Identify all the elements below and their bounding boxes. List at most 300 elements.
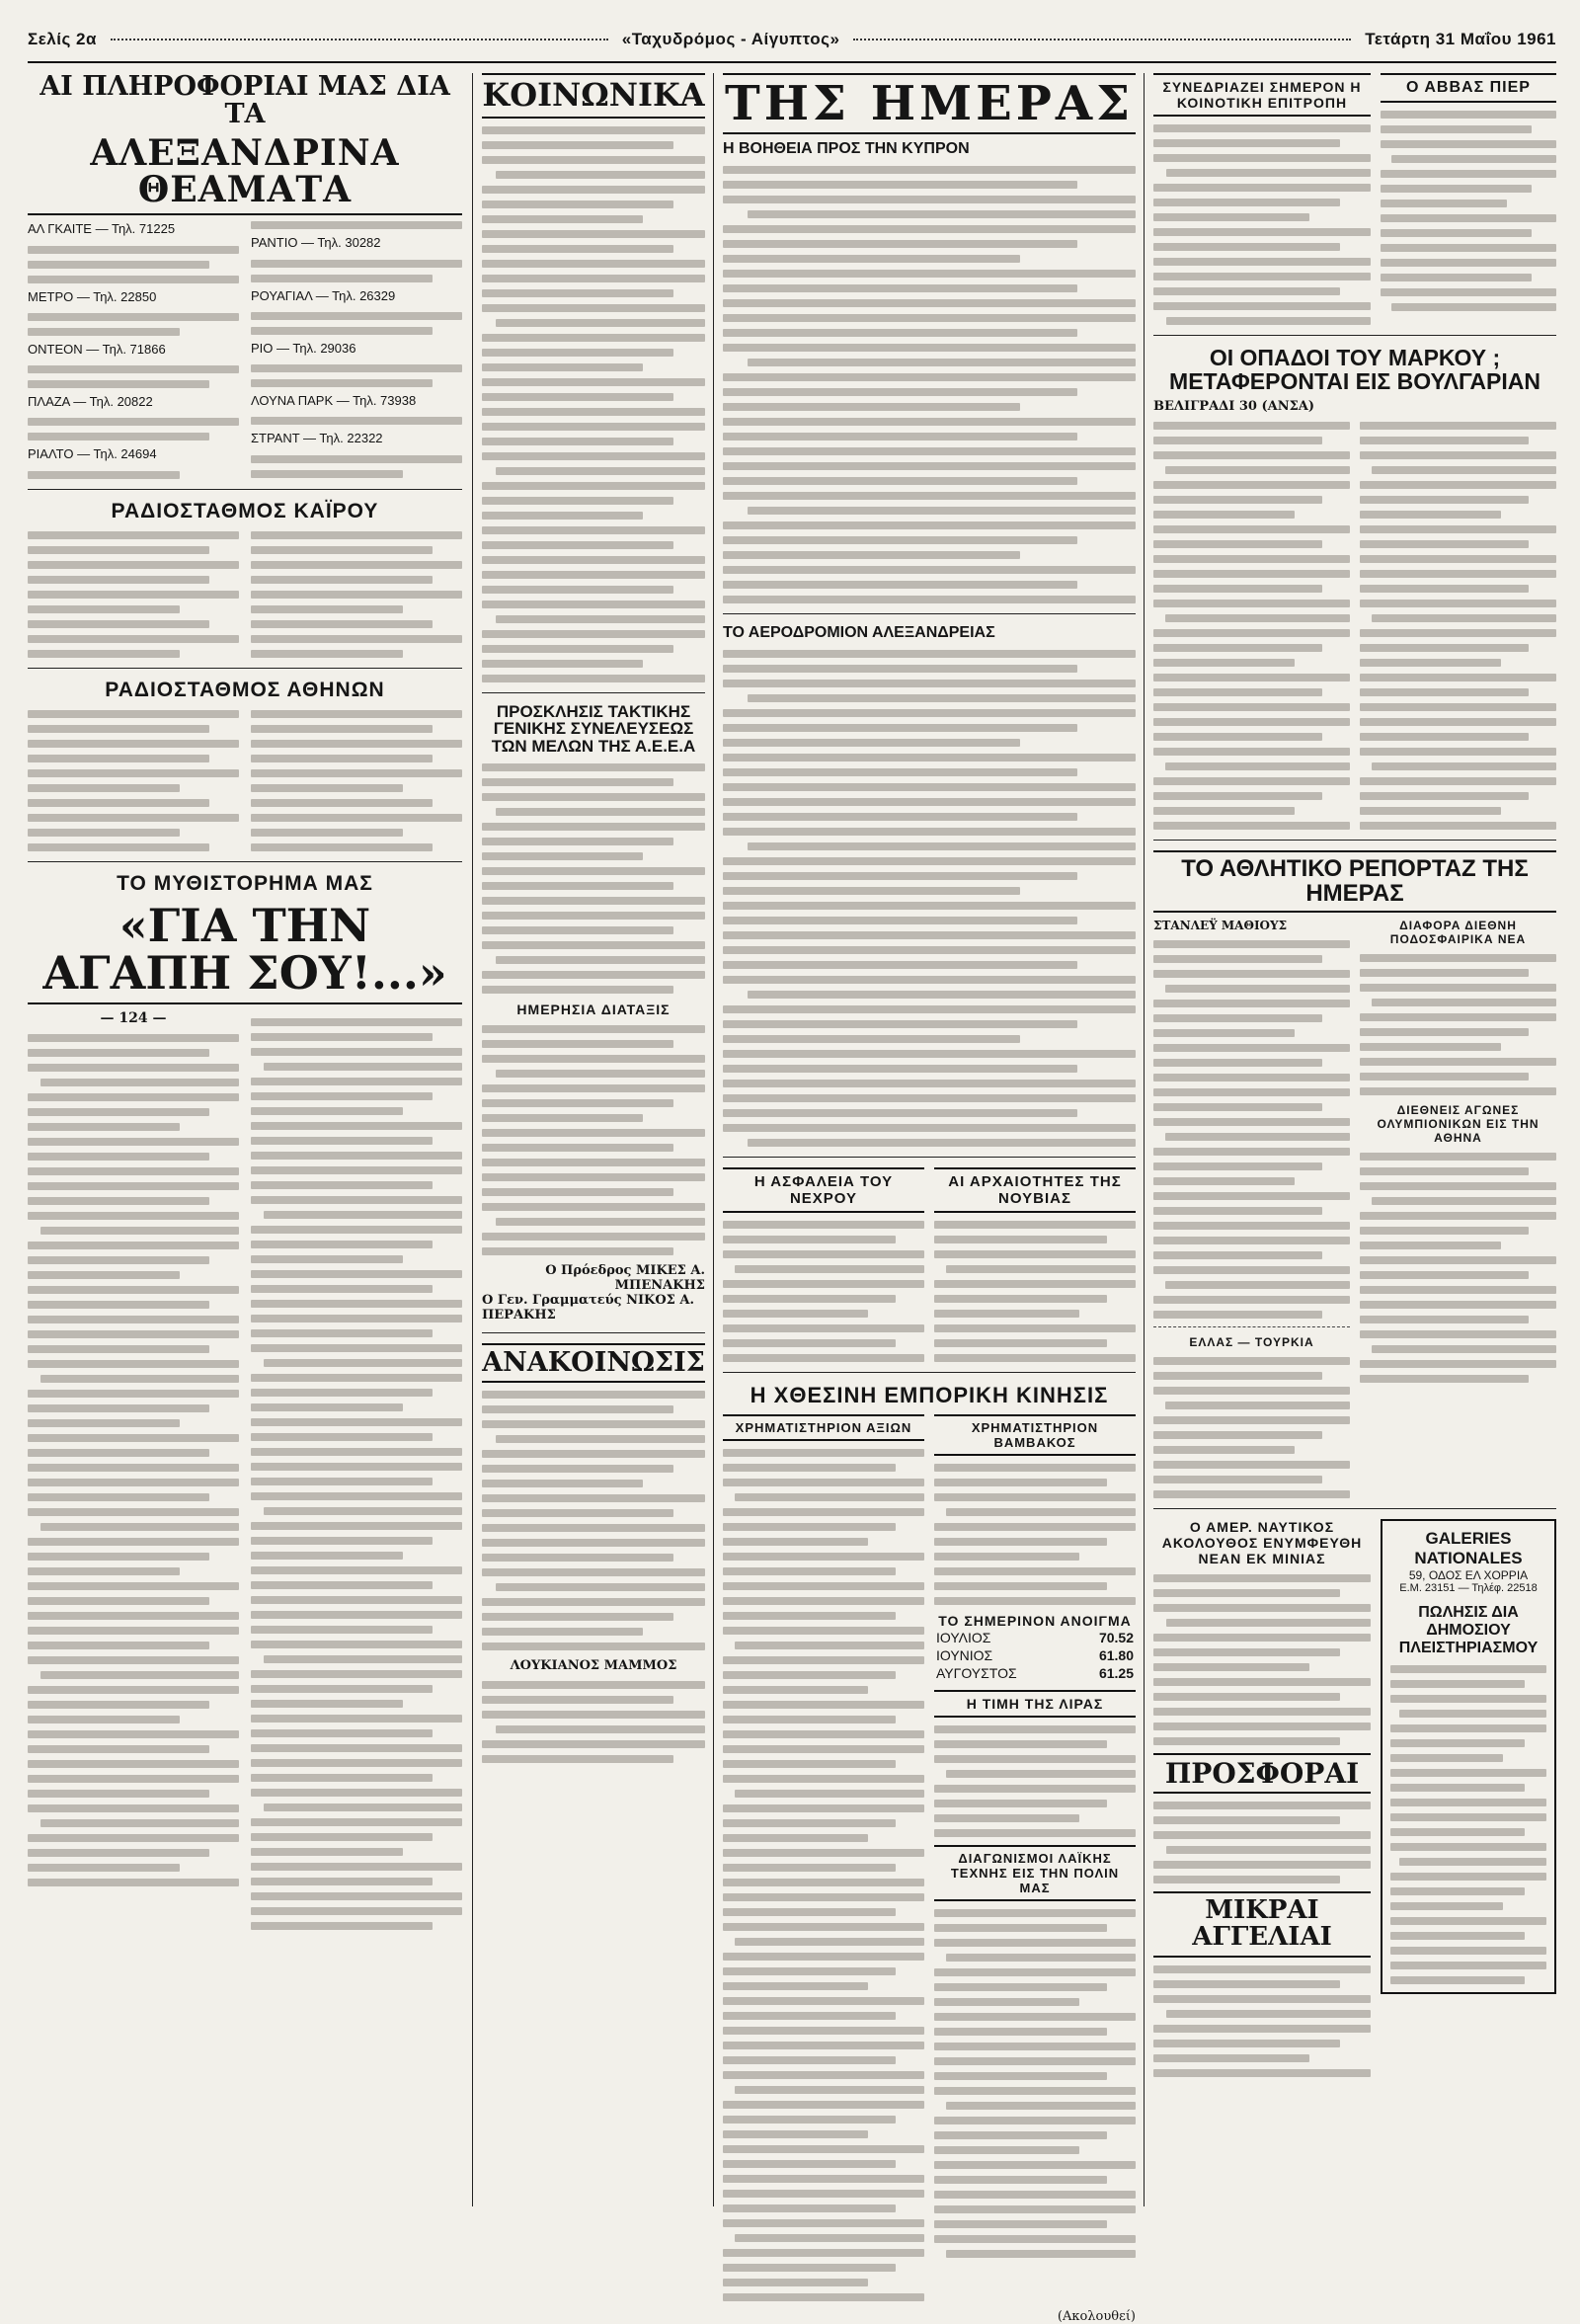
text-line (1153, 2025, 1371, 2033)
text-line (482, 1247, 673, 1255)
text-line (1360, 1073, 1529, 1081)
text-line (482, 941, 705, 949)
text-line (1360, 1212, 1556, 1220)
text-line (1360, 437, 1529, 444)
text-line (723, 196, 1136, 203)
text-line (723, 551, 1020, 559)
cinema-list-left (28, 221, 239, 478)
text-line (1372, 999, 1556, 1006)
text-line (1391, 155, 1556, 163)
text-line (723, 946, 1136, 954)
text-line (482, 1711, 705, 1719)
text-line (735, 1493, 924, 1501)
text-line (482, 1114, 643, 1122)
text-line (482, 986, 673, 994)
text-line (482, 186, 705, 194)
text-line (28, 1716, 180, 1723)
cinema-list-right (251, 221, 462, 478)
text-line (1360, 1182, 1556, 1190)
text-line (1360, 644, 1529, 652)
text-line (723, 166, 1136, 174)
text-line (934, 1280, 1136, 1288)
text-line (723, 255, 1020, 263)
secretary-signature: Ο Γεν. Γραμματεύς ΝΙΚΟΣ Α. ΠΕΡΑΚΗΣ (482, 1293, 694, 1323)
text-line (28, 1330, 239, 1338)
galeries-box (1381, 1519, 1556, 1994)
text-line (723, 2175, 924, 2183)
text-line (482, 541, 673, 549)
text-line (723, 1745, 924, 1753)
text-line (723, 1354, 924, 1362)
text-line (482, 126, 705, 134)
text-line (723, 1893, 924, 1901)
text-line (482, 778, 673, 786)
text-line (1360, 718, 1556, 726)
text-line (1390, 1784, 1525, 1792)
text-line (1390, 1828, 1525, 1836)
text-line (482, 1494, 705, 1502)
text-line (251, 1892, 462, 1900)
column-right (1153, 73, 1556, 2077)
text-line (1153, 302, 1371, 310)
cinema-entry: ΛΟΥΝΑ ΠΑΡΚ — Τηλ. 73938 (251, 393, 417, 409)
text-line (251, 1389, 433, 1397)
text-line (723, 1310, 868, 1318)
text-line (723, 1686, 868, 1694)
text-line (934, 1983, 1107, 1991)
page-number: Σελίς 2α (28, 30, 97, 48)
text-line (1360, 1043, 1501, 1051)
text-line (1153, 1634, 1371, 1642)
text-line (723, 1236, 896, 1243)
text-line (723, 2293, 924, 2301)
text-line (1391, 303, 1556, 311)
text-line (482, 423, 705, 431)
column-social (482, 73, 705, 1763)
text-line (28, 1879, 239, 1886)
text-line (1153, 718, 1350, 726)
text-line (934, 1250, 1136, 1258)
text-line (496, 808, 705, 816)
text-line (934, 2205, 1136, 2213)
text-line (251, 1878, 433, 1885)
text-line (1153, 1266, 1350, 1274)
text-line (482, 912, 705, 920)
text-line (1166, 169, 1371, 177)
text-line (251, 1433, 433, 1441)
text-line (482, 1524, 705, 1532)
novel-label: ΤΟ ΜΥΘΙΣΤΟΡΗΜΑ ΜΑΣ (117, 871, 373, 895)
text-line (1153, 2054, 1309, 2062)
text-line (28, 1508, 239, 1516)
text-line (1360, 969, 1529, 977)
text-line (251, 1537, 433, 1545)
text-line (482, 1055, 705, 1063)
sports-headline: ΤΟ ΑΘΛΗΤΙΚΟ ΡΕΠΟΡΤΑΖ ΤΗΣ ΗΜΕΡΑΣ (1153, 850, 1556, 912)
text-line (934, 2131, 1107, 2139)
text-line (28, 1108, 209, 1116)
text-line (735, 1790, 924, 1798)
text-line (723, 1005, 1136, 1013)
text-line (723, 1716, 896, 1723)
text-line (251, 1581, 433, 1589)
text-line (723, 1567, 896, 1575)
text-line (723, 1967, 896, 1975)
text-line (1381, 185, 1532, 193)
text-line (251, 1729, 433, 1737)
text-line (723, 462, 1136, 470)
text-line (723, 2116, 896, 2124)
text-line (28, 1316, 239, 1323)
theatres-headline-2: ΑΛΕΞΑΝΔΡΙΝΑ ΘΕΑΜΑΤΑ (28, 135, 462, 216)
text-line (482, 675, 705, 682)
text-line (723, 1479, 924, 1486)
text-line (1153, 1995, 1371, 2003)
nehru-security-box (723, 1167, 924, 1362)
text-line (482, 1084, 705, 1092)
issue-date: Τετάρτη 31 Μαΐου 1961 (1365, 30, 1557, 48)
column-rule (472, 73, 473, 2206)
text-line (735, 2086, 924, 2094)
text-line (723, 2042, 924, 2049)
text-line (264, 1507, 462, 1515)
text-line (1360, 1301, 1556, 1309)
column-rule (1144, 73, 1145, 2206)
text-line (1165, 1402, 1350, 1409)
text-line (482, 1628, 643, 1636)
text-line (723, 521, 1136, 529)
text-line (28, 1701, 209, 1709)
text-line (748, 991, 1136, 999)
text-line (482, 1203, 705, 1211)
text-line (723, 1582, 924, 1590)
text-line (723, 828, 1136, 836)
text-line (723, 2219, 924, 2227)
novel-title: «ΓΙΑ ΤΗΝ ΑΓΑΠΗ ΣΟΥ!...» (28, 902, 462, 1005)
text-line (251, 1315, 462, 1322)
text-line (1390, 1947, 1546, 1955)
text-line (1153, 1461, 1350, 1469)
text-line (1390, 1739, 1525, 1747)
text-line (496, 1583, 705, 1591)
community-committee-box (1153, 73, 1371, 325)
text-line (748, 507, 1136, 515)
text-line (1390, 1843, 1546, 1851)
text-line (1153, 600, 1350, 607)
text-line (723, 270, 1136, 278)
text-line (723, 1656, 924, 1664)
text-line (723, 1109, 1077, 1117)
text-line (934, 1295, 1107, 1303)
text-line (1360, 1013, 1556, 1021)
text-line (40, 1523, 239, 1531)
text-line (1153, 1177, 1295, 1185)
text-line (1360, 1271, 1529, 1279)
text-line (28, 1730, 239, 1738)
text-line (251, 1137, 433, 1145)
text-line (251, 1181, 433, 1189)
text-line (946, 1954, 1136, 1962)
text-line (482, 1129, 705, 1137)
text-line (1153, 1816, 1340, 1824)
table-row: ΙΟΥΝΙΟΣ 61.80 (936, 1647, 1134, 1664)
president-signature: Ο Πρόεδρος ΜΙΚΕΣ Α. ΜΠΕΝΑΚΗΣ (545, 1263, 705, 1294)
text-line (28, 1212, 239, 1220)
text-line (1165, 1133, 1350, 1141)
text-line (723, 783, 1136, 791)
text-line (482, 363, 643, 371)
text-line (28, 1286, 239, 1294)
text-line (1153, 481, 1350, 489)
text-line (1165, 614, 1350, 622)
cinema-entry: ΟΝΤΕΟΝ — Τηλ. 71866 (28, 341, 166, 357)
nubia-box (934, 1167, 1136, 1362)
text-line (251, 1522, 462, 1530)
text-line (1153, 1678, 1371, 1686)
text-line (1381, 229, 1532, 237)
text-line (1360, 1316, 1529, 1323)
text-line (28, 1745, 209, 1753)
text-line (1381, 140, 1556, 148)
text-line (934, 1814, 1079, 1822)
text-line (934, 1310, 1079, 1318)
novel-column-left (28, 1010, 239, 1930)
text-line (1153, 1861, 1371, 1869)
text-line (1153, 1357, 1350, 1365)
text-line (1360, 733, 1529, 741)
belgrade-dateline: ΒΕΛΙΓΡΑΔΙ 30 (ΑΝΣΑ) (1153, 399, 1315, 415)
text-line (934, 2117, 1136, 2124)
text-line (251, 1670, 462, 1678)
cinema-entry: ΡΑΝΤΙΟ — Τηλ. 30282 (251, 235, 381, 251)
text-line (723, 917, 1077, 924)
text-line (482, 1613, 673, 1621)
text-line (723, 403, 1020, 411)
text-line (723, 1280, 924, 1288)
text-line (723, 1080, 1136, 1087)
dotted-rule (111, 39, 608, 40)
text-line (1153, 258, 1371, 266)
text-line (723, 709, 1136, 717)
text-line (482, 1755, 673, 1763)
text-line (28, 1404, 209, 1412)
text-line (482, 838, 673, 845)
text-line (482, 275, 705, 282)
text-line (723, 680, 1136, 687)
text-line (251, 1552, 403, 1560)
text-line (723, 1908, 896, 1916)
text-line (482, 1598, 705, 1606)
text-line (1153, 555, 1350, 563)
text-line (723, 1508, 924, 1516)
text-line (496, 171, 705, 179)
text-line (482, 1465, 673, 1473)
text-line (934, 1939, 1136, 1947)
text-line (1153, 1237, 1350, 1244)
cotton-exchange (934, 1414, 1136, 2301)
text-line (1390, 1724, 1546, 1732)
text-line (1153, 287, 1340, 295)
text-line (1381, 274, 1532, 281)
text-line (28, 1686, 239, 1694)
text-line (1372, 762, 1556, 770)
radio-athens-schedule (28, 702, 462, 851)
bottom-section (1153, 1519, 1556, 2077)
text-line (723, 724, 1077, 732)
text-line (482, 601, 705, 608)
text-line (723, 1997, 924, 2005)
novel-column-right (251, 1010, 462, 1930)
text-line (1360, 688, 1529, 696)
text-line (28, 1360, 239, 1368)
text-line (1360, 807, 1501, 815)
text-line (1153, 1663, 1309, 1671)
text-line (1153, 674, 1350, 681)
text-line (934, 1597, 1136, 1605)
text-line (1360, 1153, 1556, 1161)
text-line (723, 857, 1136, 865)
text-line (1153, 1192, 1350, 1200)
text-line (1360, 570, 1556, 578)
text-line (28, 1449, 209, 1457)
text-line (1153, 1476, 1322, 1483)
text-line (723, 1124, 1136, 1132)
theatres-headline: ΑΙ ΠΛΗΡΟΦΟΡΙΑΙ ΜΑΣ ΔΙΑ ΤΑ (40, 71, 450, 130)
text-line (251, 1478, 433, 1485)
text-line (723, 284, 1077, 292)
text-line (482, 882, 673, 890)
text-line (482, 408, 705, 416)
text-line (1153, 422, 1350, 430)
text-line (1360, 1087, 1556, 1095)
text-line (251, 1759, 462, 1767)
text-line (723, 2056, 896, 2064)
text-line (251, 1744, 462, 1752)
text-line (934, 1968, 1136, 1976)
text-line (482, 1233, 705, 1241)
text-line (482, 1040, 673, 1048)
text-line (1153, 1693, 1340, 1701)
text-line (482, 438, 673, 445)
cinema-entry: ΡΙΑΛΤΟ — Τηλ. 24694 (28, 446, 157, 462)
text-line (1153, 688, 1322, 696)
text-line (1165, 985, 1350, 993)
text-line (1360, 777, 1556, 785)
text-line (723, 2190, 924, 2198)
text-line (1153, 139, 1340, 147)
text-line (1390, 1976, 1525, 1984)
text-line (496, 956, 705, 964)
text-line (482, 1681, 705, 1689)
text-line (1153, 1802, 1371, 1809)
text-line (723, 872, 1077, 880)
text-line (934, 2191, 1136, 2199)
folk-art-heading: ΔΙΑΓΩΝΙΣΜΟΙ ΛΑΪΚΗΣ ΤΕΧΝΗΣ ΕΙΣ ΤΗΝ ΠΟΛΙΝ ΜΑΣ (934, 1845, 1136, 1901)
text-line (934, 1909, 1136, 1917)
text-line (1360, 540, 1529, 548)
text-line (723, 1834, 868, 1842)
text-line (1153, 570, 1350, 578)
text-line (1153, 970, 1350, 978)
text-line (946, 1770, 1136, 1778)
text-line (1153, 1251, 1322, 1259)
text-line (1360, 659, 1501, 667)
text-line (1153, 1490, 1350, 1498)
text-line (482, 200, 673, 208)
text-line (1153, 644, 1322, 652)
text-line (1166, 1619, 1371, 1627)
text-line (251, 1715, 462, 1723)
text-line (748, 694, 1136, 702)
text-line (1360, 422, 1556, 430)
text-line (1360, 703, 1556, 711)
text-line (251, 1196, 462, 1204)
text-line (28, 1034, 239, 1042)
text-line (482, 1099, 673, 1107)
text-line (1360, 1330, 1556, 1338)
text-line (1153, 1604, 1371, 1612)
text-line (723, 1065, 1077, 1073)
sports-column-right (1360, 919, 1556, 1498)
text-line (251, 1285, 433, 1293)
text-line (251, 1166, 462, 1174)
text-line (748, 210, 1136, 218)
text-line (1360, 1058, 1556, 1066)
text-line (723, 1094, 1136, 1102)
table-row: ΑΥΓΟΥΣΤΟΣ 61.25 (936, 1665, 1134, 1682)
text-line (1153, 1000, 1350, 1007)
text-line (723, 1864, 896, 1872)
text-line (28, 1419, 180, 1427)
text-line (723, 477, 1077, 485)
text-line (723, 581, 1077, 589)
text-line (1153, 1431, 1322, 1439)
text-line (482, 586, 673, 594)
cinema-entry: ΑΛ ΓΚΑΙΤΕ — Τηλ. 71225 (28, 221, 176, 237)
text-line (496, 615, 705, 623)
text-line (251, 1907, 462, 1915)
text-line (934, 2146, 1079, 2154)
text-line (28, 1849, 209, 1857)
text-line (1165, 466, 1350, 474)
text-line (482, 1568, 705, 1576)
column-rule (713, 73, 714, 2206)
text-line (1381, 244, 1556, 252)
greece-turkey-heading: ΕΛΛΑΣ — ΤΟΥΡΚΙΑ (1189, 1334, 1314, 1349)
text-line (28, 1804, 239, 1812)
text-line (723, 902, 1136, 910)
text-line (723, 433, 1077, 441)
text-line (251, 1255, 403, 1263)
opening-heading: ΤΟ ΣΗΜΕΡΙΝΟΝ ΑΝΟΙΓΜΑ (938, 1613, 1132, 1630)
text-line (482, 497, 673, 505)
text-line (28, 1271, 180, 1279)
text-line (723, 650, 1136, 658)
abbe-pierre-heading: Ο ΑΒΒΑΣ ΠΙΕΡ (1381, 73, 1556, 103)
text-line (723, 665, 1077, 673)
text-line (1153, 1074, 1350, 1082)
text-line (28, 1464, 239, 1472)
text-line (251, 1241, 433, 1248)
cotton-exchange-heading: ΧΡΗΜΑΤΙΣΤΗΡΙΟΝ ΒΑΜΒΑΚΟΣ (934, 1414, 1136, 1456)
text-line (723, 1627, 924, 1635)
text-line (735, 2234, 924, 2242)
text-line (1166, 1846, 1371, 1854)
text-line (28, 1567, 180, 1575)
text-line (1372, 1197, 1556, 1205)
text-line (723, 2101, 924, 2109)
cinema-entry: ΡΟΥΑΓΙΑΛ — Τηλ. 26329 (251, 287, 396, 303)
